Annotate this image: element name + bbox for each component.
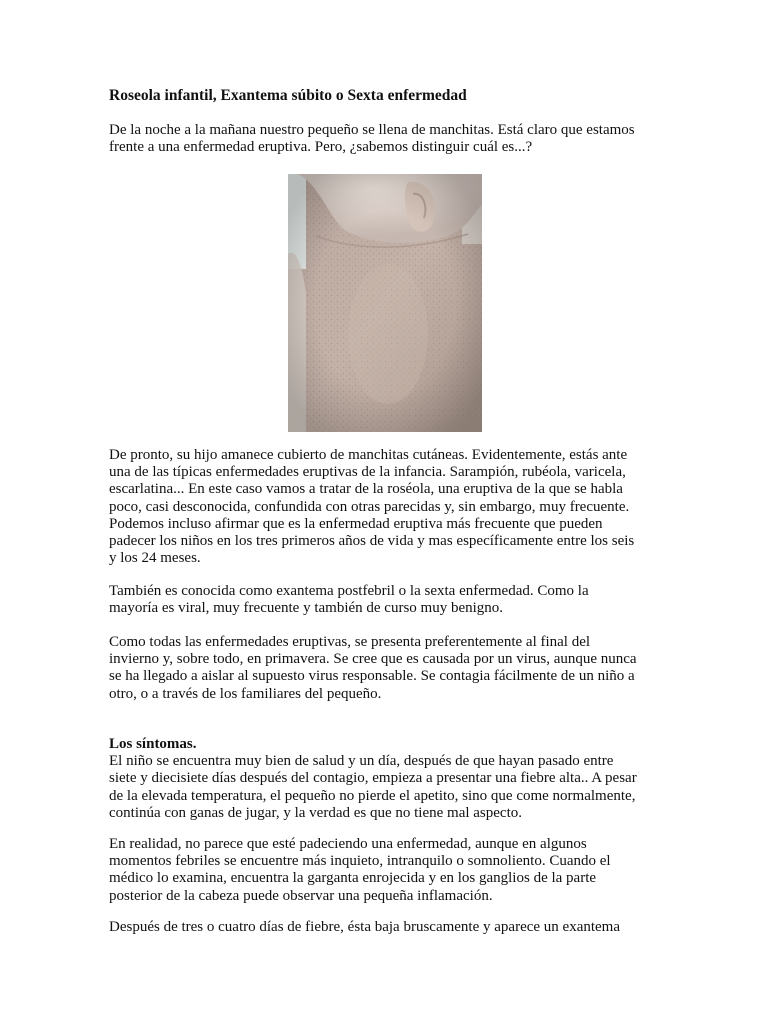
intro-paragraph [109, 122, 669, 156]
paragraph [109, 919, 669, 936]
paragraph [109, 634, 669, 703]
text-line: continúa con ganas de jugar, y la verdad es que no tiene mal aspecto. [109, 804, 522, 821]
text-line: momentos febriles se encuentre más inquieto, intranquilo o somnoliento. Cuando el [109, 853, 611, 870]
rash-back-photo [288, 174, 482, 432]
symptoms-section [109, 736, 669, 822]
text-line: De la noche a la mañana nuestro pequeño se llena de manchitas. Está claro que estamos [109, 122, 635, 138]
text-line: de la elevada temperatura, el pequeño no pierde el apetito, sino que come normalmente, [109, 787, 636, 804]
text-line: poco, casi desconocida, confundida con otras parecidas y, sin embargo, muy frecuente. [109, 498, 630, 515]
text-line: posterior de la cabeza puede observar una pequeña inflamación. [109, 887, 493, 904]
text-line: También es conocida como exantema postfebril o la sexta enfermedad. Como la [109, 583, 589, 599]
text-line: Podemos incluso afirmar que es la enfermedad eruptiva más frecuente que pueden [109, 515, 603, 532]
text-line: mayoría es viral, muy frecuente y también de curso muy benigno. [109, 600, 504, 617]
text-line: Después de tres o cuatro días de fiebre, ésta baja bruscamente y aparece un exantema [109, 919, 621, 935]
text-line: En realidad, no parece que esté padeciendo una enfermedad, aunque en algunos [109, 836, 587, 852]
document-title: Roseola infantil, Exantema súbito o Sexta enfermedad [109, 87, 467, 104]
text-line: siete y diecisiete días después del contagio, empieza a presentar una fiebre alta.. A pesar [109, 770, 637, 787]
text-line: padecer los niños en los tres primeros años de vida y mas específicamente entre los seis [109, 533, 635, 550]
text-line: frente a una enfermedad eruptiva. Pero, ¿sabemos distinguir cuál es...? [109, 139, 533, 156]
section-heading: Los síntomas. [109, 736, 197, 752]
text-line: médico lo examina, encuentra la garganta enrojecida y en los ganglios de la parte [109, 870, 597, 887]
text-line: una de las típicas enfermedades eruptivas de la infancia. Sarampión, rubéola, varicela, [109, 464, 626, 481]
text-line: Como todas las enfermedades eruptivas, se presenta preferentemente al final del [109, 634, 591, 650]
text-line: De pronto, su hijo amanece cubierto de manchitas cutáneas. Evidentemente, estás ante [109, 447, 628, 463]
text-line: invierno y, sobre todo, en primavera. Se cree que es causada por un virus, aunque nunca [109, 651, 637, 668]
text-line: se ha llegado a aislar al supuesto virus responsable. Se contagia fácilmente de un niño a [109, 668, 635, 685]
text-line: escarlatina... En este caso vamos a tratar de la roséola, una eruptiva de la que se habla [109, 481, 623, 498]
paragraph [109, 836, 669, 905]
paragraph [109, 583, 669, 617]
paragraph [109, 447, 669, 567]
text-line: El niño se encuentra muy bien de salud y un día, después de que hayan pasado entre [109, 753, 614, 770]
text-line: otro, o a través de los familiares del pequeño. [109, 685, 382, 702]
text-line: y los 24 meses. [109, 550, 201, 567]
